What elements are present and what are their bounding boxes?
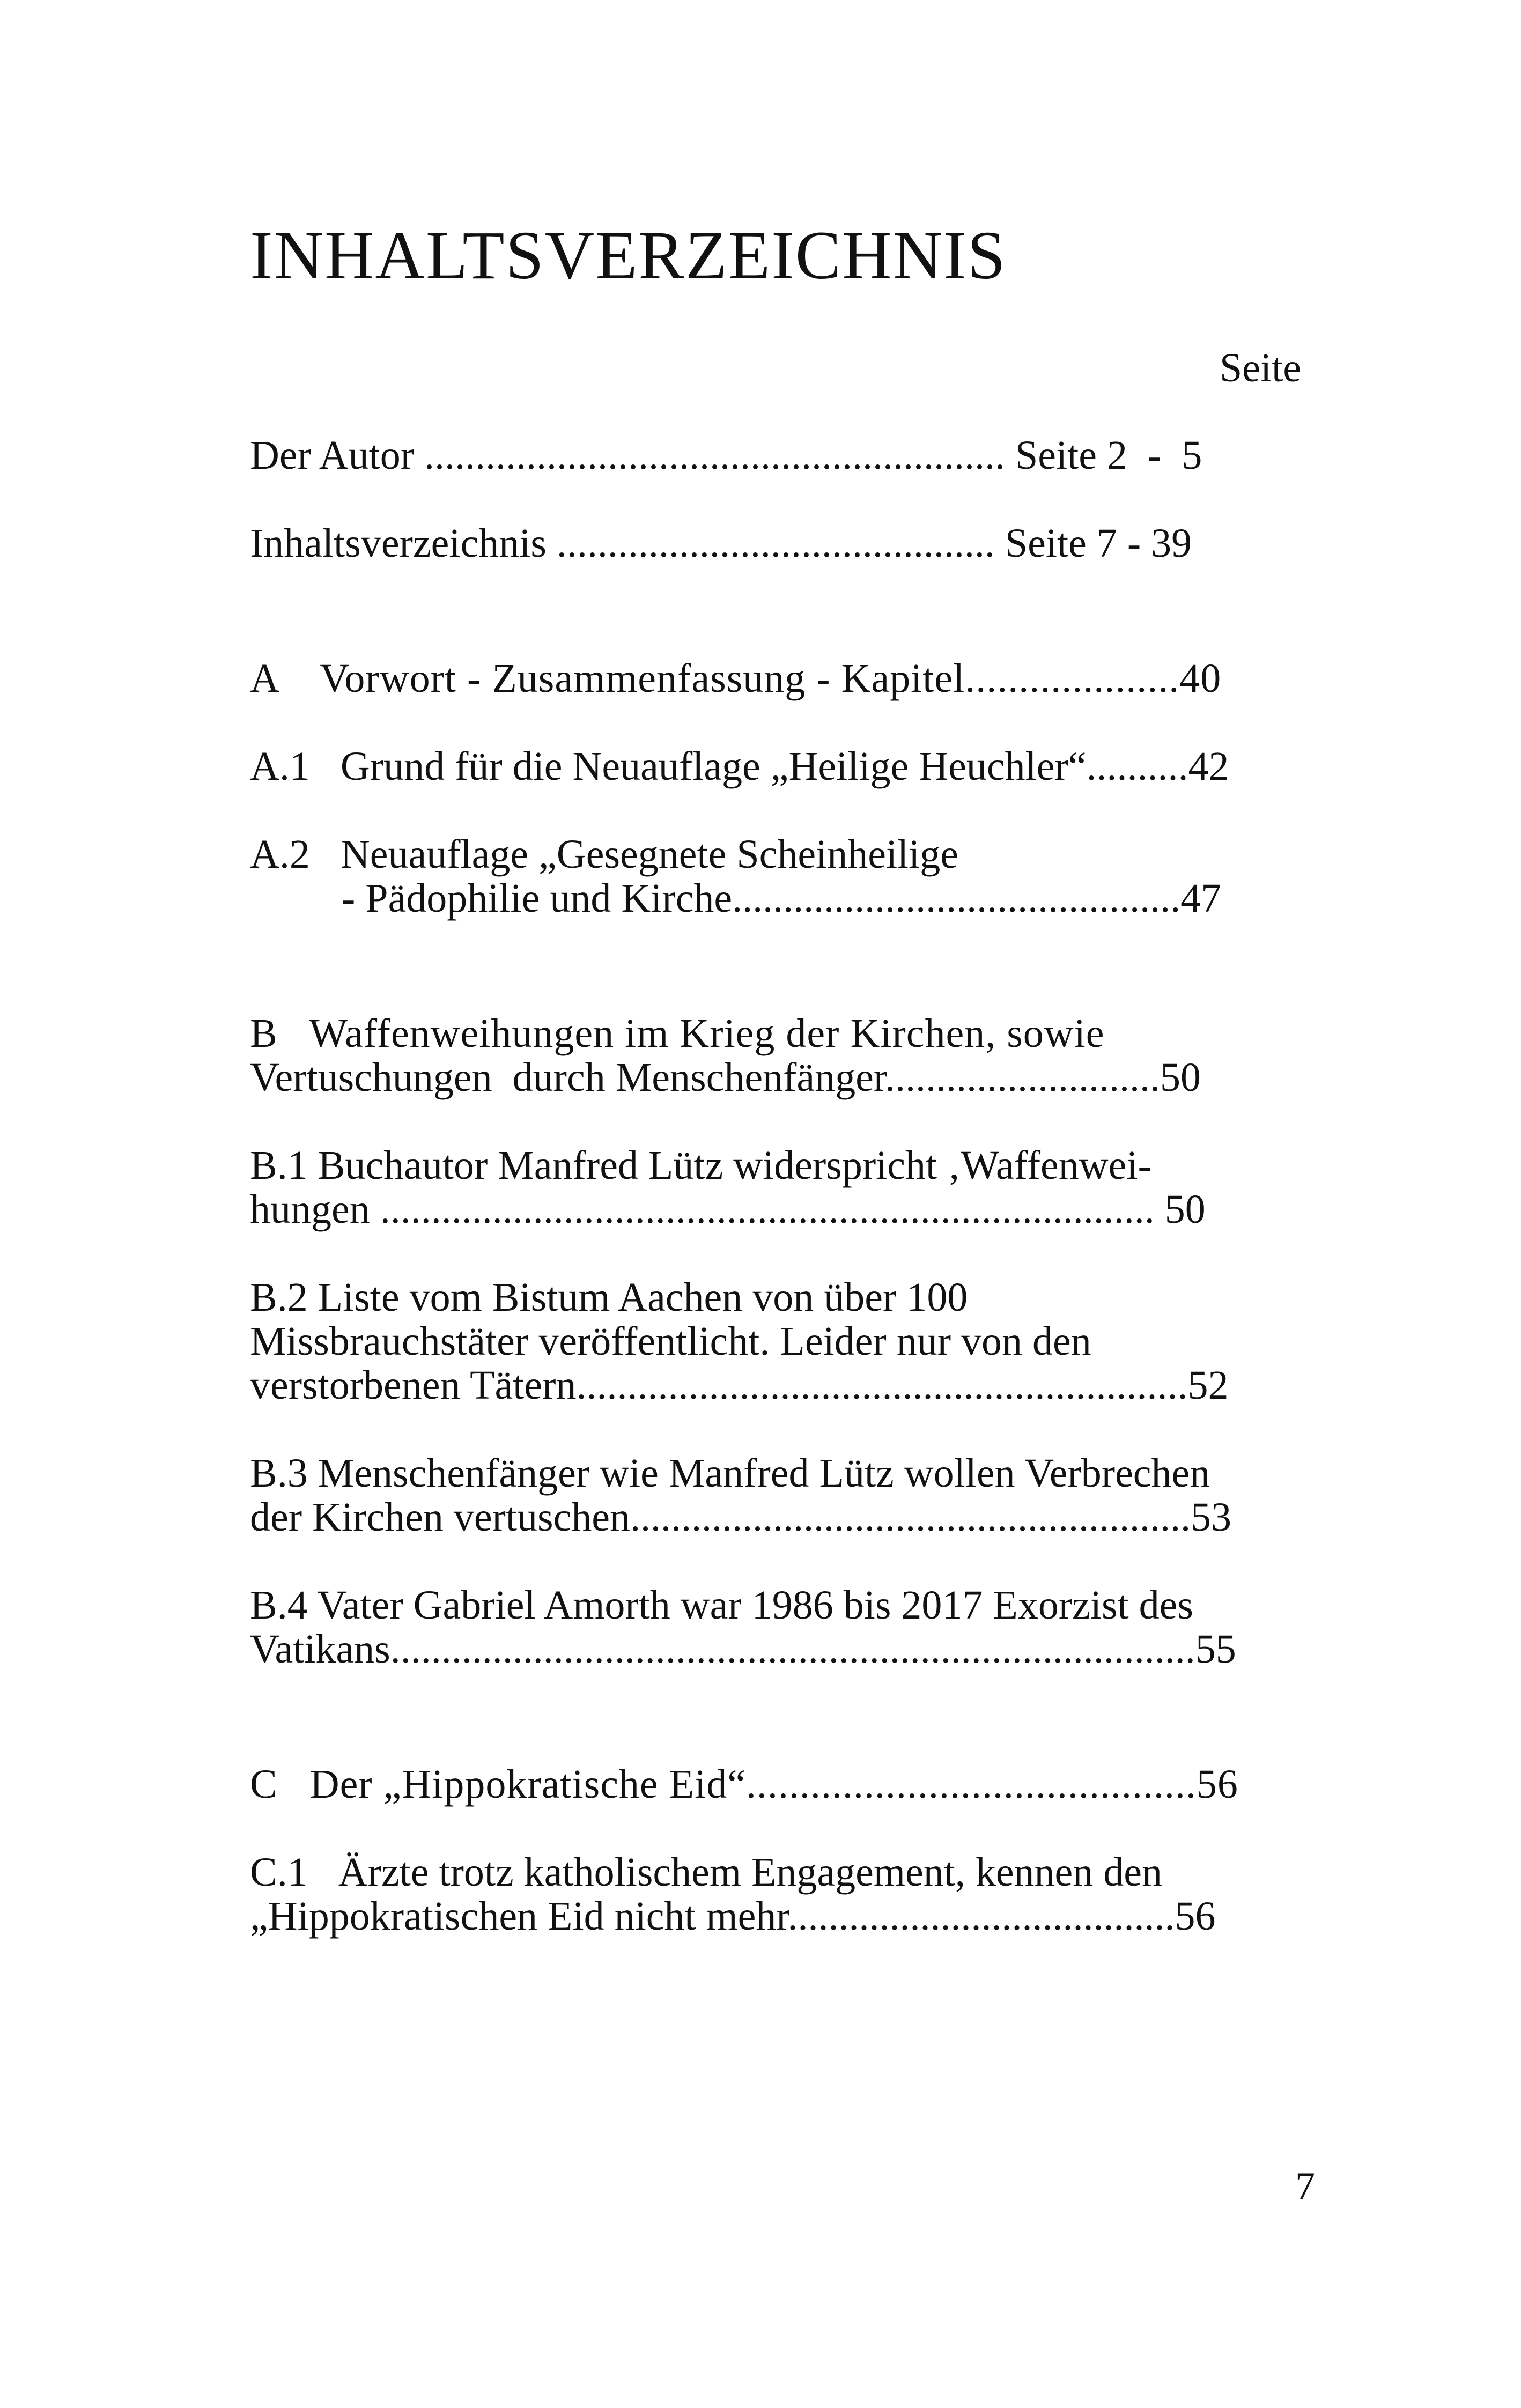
toc-entry-a1: A.1 Grund für die Neuauflage „Heilige Heuchler“..........42 [250,744,1229,789]
toc-entry-c: C Der „Hippokratische Eid“..........................................56 [250,1762,1238,1807]
toc-entry-b1-line2: hungen ............................................................................ 50 [250,1187,1206,1232]
page-number: 7 [1295,2165,1315,2208]
toc-entry-c1-line2: „Hippokratischen Eid nicht mehr......................................56 [250,1894,1216,1939]
toc-entry-b2-line2: Missbrauchstäter veröffentlicht. Leider nur von den [250,1319,1091,1364]
toc-entry-b4-line1: B.4 Vater Gabriel Amorth war 1986 bis 2017 Exorzist des [250,1583,1193,1628]
page-title: INHALTSVERZEICHNIS [250,217,1007,293]
toc-entry-c1-line1: C.1 Ärzte trotz katholischem Engagement, kennen den [250,1850,1163,1895]
toc-entry-b2-line3: verstorbenen Tätern............................................................52 [250,1363,1229,1408]
toc-entry-b2-line1: B.2 Liste vom Bistum Aachen von über 100 [250,1275,968,1320]
page-column-header: Seite [1220,345,1301,390]
toc-entry-inhaltsverzeichnis: Inhaltsverzeichnis ........................................... Seite 7 - 39 [250,521,1192,566]
toc-entry-b3-line2: der Kirchen vertuschen.......................................................53 [250,1495,1232,1540]
toc-entry-a2-line1: A.2 Neuauflage „Gesegnete Scheinheilige [250,832,959,877]
toc-entry-a: A Vorwort - Zusammenfassung - Kapitel....................40 [250,656,1222,701]
toc-entry-b-line1: B Waffenweihungen im Krieg der Kirchen, sowie [250,1011,1105,1056]
toc-entry-b3-line1: B.3 Menschenfänger wie Manfred Lütz wollen Verbrechen [250,1451,1210,1496]
toc-entry-a2-line2: - Pädophilie und Kirche............................................47 [250,876,1222,921]
toc-entry-b-line2: Vertuschungen durch Menschenfänger...........................50 [250,1055,1201,1100]
toc-entry-b1-line1: B.1 Buchautor Manfred Lütz widerspricht ‚Waffenwei- [250,1143,1151,1188]
toc-entry-der-autor: Der Autor ......................................................... Seite 2 - 5 [250,433,1202,478]
toc-entry-b4-line2: Vatikans...............................................................................55 [250,1627,1236,1672]
